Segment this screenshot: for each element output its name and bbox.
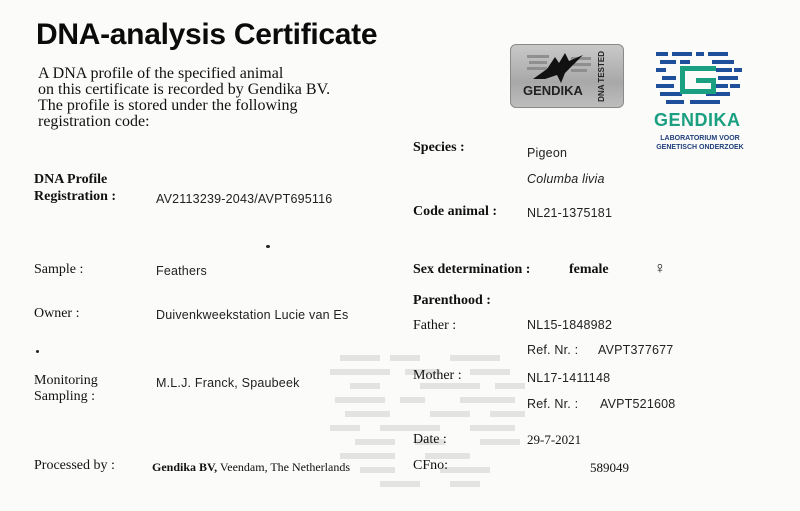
mother-value: NL17-1411148 bbox=[527, 371, 611, 385]
scan-speck bbox=[36, 350, 39, 353]
intro-text bbox=[38, 66, 368, 130]
sample-label: Sample : bbox=[34, 262, 84, 277]
father-ref-label: Ref. Nr. : bbox=[527, 343, 579, 357]
parenthood-label: Parenthood : bbox=[413, 293, 491, 308]
scan-speck bbox=[266, 245, 270, 248]
father-label: Father : bbox=[413, 318, 457, 333]
bird-icon bbox=[525, 49, 595, 87]
monitoring-label-line1: Monitoring bbox=[34, 373, 98, 388]
date-label: Date : bbox=[413, 432, 447, 447]
cfno-label: CFno: bbox=[413, 458, 449, 473]
registration-value: AV2113239-2043/AVPT695116 bbox=[156, 192, 333, 206]
species-latin: Columba livia bbox=[527, 172, 605, 186]
species-common: Pigeon bbox=[527, 146, 568, 160]
registration-label-line1: DNA Profile bbox=[34, 172, 108, 187]
cfno-value: 589049 bbox=[590, 460, 629, 475]
gendika-logo-subtitle bbox=[645, 134, 755, 152]
mother-label: Mother : bbox=[413, 368, 462, 383]
sex-determination-label: Sex determination : bbox=[413, 262, 531, 277]
owner-value: Duivenkweekstation Lucie van Es bbox=[156, 308, 349, 322]
sample-value: Feathers bbox=[156, 264, 207, 278]
intro-line: The profile is stored under the following bbox=[38, 97, 298, 114]
father-value: NL15-1848982 bbox=[527, 318, 613, 332]
registration-label-line2: Registration : bbox=[34, 189, 117, 204]
certificate-title: DNA-analysis Certificate bbox=[36, 18, 378, 51]
code-animal-value: NL21-1375181 bbox=[527, 206, 613, 220]
father-ref-value: AVPT377677 bbox=[598, 343, 674, 357]
species-label: Species : bbox=[413, 140, 465, 155]
mother-ref-label: Ref. Nr. : bbox=[527, 397, 579, 411]
processed-label: Processed by : bbox=[34, 458, 115, 473]
logo-subtitle-line: LABORATORIUM VOOR bbox=[660, 135, 740, 142]
intro-line: A DNA profile of the specified animal bbox=[38, 65, 284, 82]
mother-ref-value: AVPT521608 bbox=[600, 397, 676, 411]
badge-brand: GENDIKA bbox=[523, 83, 583, 98]
monitoring-label-line2: Sampling : bbox=[34, 389, 96, 404]
intro-line: on this certificate is recorded by Gendika BV. bbox=[38, 81, 331, 98]
intro-line: registration code: bbox=[38, 113, 150, 130]
processed-value bbox=[152, 460, 350, 475]
logo-subtitle-line: GENETISCH ONDERZOEK bbox=[656, 144, 744, 151]
gendika-logo-text: GENDIKA bbox=[654, 110, 741, 130]
processed-location: Veendam, The Netherlands bbox=[217, 460, 350, 474]
female-symbol-icon: ♀ bbox=[654, 260, 666, 277]
code-animal-label: Code animal : bbox=[413, 204, 497, 219]
monitoring-value: M.L.J. Franck, Spaubeek bbox=[156, 376, 300, 390]
badge-tested-label: DNA TESTED bbox=[597, 51, 606, 102]
dna-tested-badge bbox=[510, 44, 624, 108]
processed-company: Gendika BV, bbox=[152, 460, 218, 474]
gendika-logo-icon bbox=[656, 52, 742, 108]
sex-value: female bbox=[569, 262, 609, 277]
owner-label: Owner : bbox=[34, 306, 80, 321]
date-value: 29-7-2021 bbox=[527, 432, 582, 447]
